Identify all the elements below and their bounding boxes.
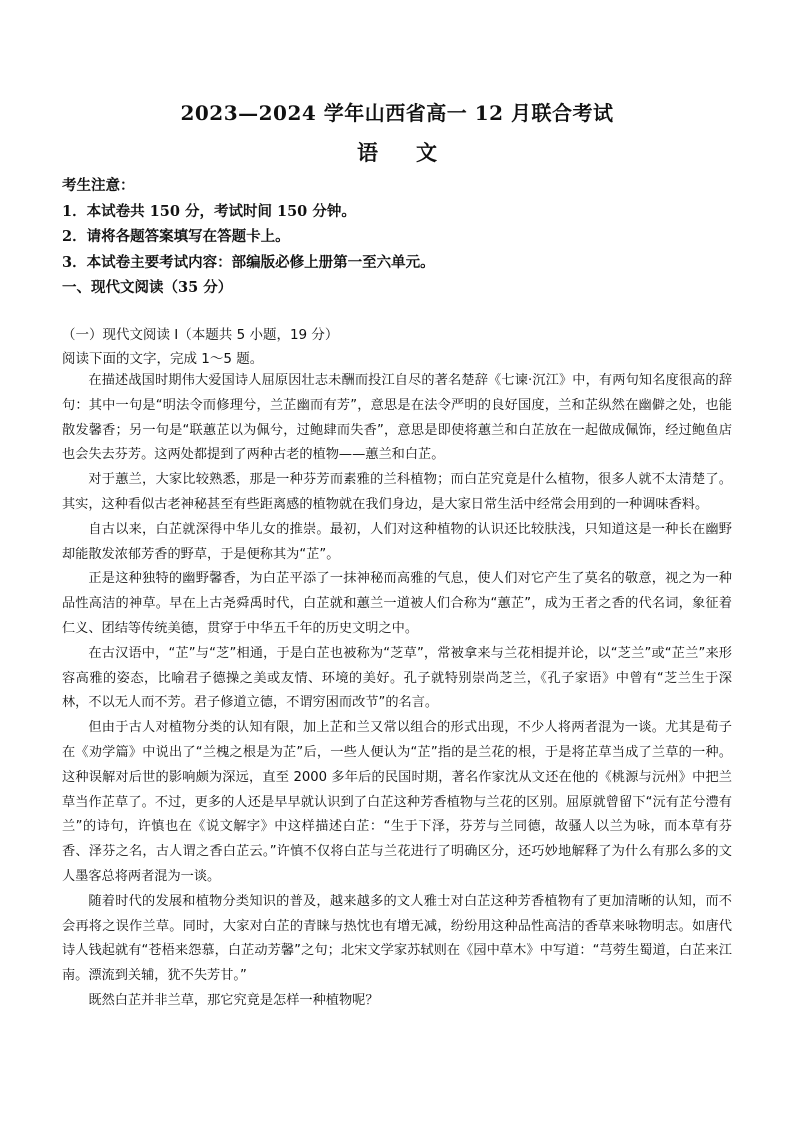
passage-paragraph: 随着时代的发展和植物分类知识的普及，越来越多的文人雅士对白芷这种芳香植物有了更加清晰的认知，而不会再将之误作兰草。同时，大家对白芷的青睐与热忱也有增无减，纷纷用这种品性高洁的香草来咏物明志。如唐代诗人钱起就有“苍梧来怨慕，白芷动芳馨”之句；北宋文学家苏轼则在《园中草木》中写道：“芎䓖生蜀道，白芷来江南。漂流到关辅，犹不失芳甘。” [62, 893, 732, 984]
passage-paragraph: 对于蕙兰，大家比较熟悉，那是一种芬芳而素雅的兰科植物；而白芷究竟是什么植物，很多人就不太清楚了。其实，这种看似古老神秘甚至有些距离感的植物就在我们身边，是大家日常生活中经常会用到的一种调味香料。 [62, 472, 732, 512]
exam-title: 2023—2024 学年山西省高一 12 月联合考试 [180, 101, 614, 125]
passage-paragraph: 但由于古人对植物分类的认知有限，加上芷和兰又常以组合的形式出现，不少人将两者混为一谈。尤其是荀子在《劝学篇》中说出了“兰槐之根是为芷”后，一些人便认为“芷”指的是兰花的根，于是将芷草当成了兰草的一种。这种误解对后世的影响颇为深远，直至 2000 多年后的民国时期，著名作家沈从文还在他的《桃源与沅州》中把兰草当作芷草了。不过，更多的人还是早早就认识到了白芷这种芳香植物与兰花的区别。屈原就曾留下“沅有芷兮澧有兰”的诗句，许慎也在《说文解字》中这样描述白芷：“生于下泽，芬芳与兰同德，故骚人以兰为咏，而本草有芬香、泽芬之名，古人谓之香白芷云。”许慎不仅将白芷与兰花进行了明确区分，还巧妙地解释了为什么有那么多的文人墨客总将两者混为一谈。 [62, 720, 732, 884]
reading-instruction: 阅读下面的文字，完成 1～5 题。 [62, 351, 264, 367]
passage-paragraph: 在古汉语中，“芷”与“芝”相通，于是白芷也被称为“芝草”，常被拿来与兰花相提并论，以“芝兰”或“芷兰”来形容高雅的姿态，比喻君子德操之美或友情、环境的美好。孔子就特别崇尚芝兰，《孔子家语》中曾有“芝兰生于深林，不以无人而不芳。君子修道立德，不谓穷困而改节”的名言。 [62, 645, 732, 711]
subject-title: 语文 [357, 140, 475, 165]
section-sub-heading: （一）现代文阅读 I（本题共 5 小题，19 分） [62, 327, 339, 343]
candidate-notice [62, 173, 742, 301]
passage-paragraph: 自古以来，白芷就深得中华儿女的推崇。最初，人们对这种植物的认识还比较肤浅，只知道这是一种长在幽野却能散发浓郁芳香的野草，于是便称其为“芷”。 [62, 521, 732, 562]
notice-item: 3．本试卷主要考试内容：部编版必修上册第一至六单元。 [62, 253, 435, 271]
section-heading: 一、现代文阅读（35 分） [62, 279, 233, 296]
notice-item: 1．本试卷共 150 分，考试时间 150 分钟。 [62, 202, 356, 220]
passage-paragraph: 正是这种独特的幽野馨香，为白芷平添了一抹神秘而高雅的气息，使人们对它产生了莫名的敬意，视之为一种品性高洁的神草。早在上古尧舜禹时代，白芷就和蕙兰一道被人们合称为“蕙芷”，成为王者之香的代名词，象征着仁义、团结等传统美德，贯穿于中华五千年的历史文明之中。 [62, 571, 732, 636]
notice-heading: 考生注意： [62, 177, 135, 194]
notice-item: 2．请将各题答案填写在答题卡上。 [62, 228, 290, 245]
reading-passage [62, 369, 732, 1014]
passage-paragraph: 在描述战国时期伟大爱国诗人屈原因壮志未酬而投江自尽的著名楚辞《七谏·沉江》中，有两句知名度很高的辞句：其中一句是“明法令而修理兮，兰芷幽而有芳”，意思是在法令严明的良好国度，兰和芷纵然在幽僻之处，也能散发馨香；另一句是“联蕙芷以为佩兮，过鲍肆而失香”，意思是即使将蕙兰和白芷放在一起做成佩饰，经过鲍鱼店也会失去芬芳。这两处都提到了两种古老的植物——蕙兰和白芷。 [62, 373, 732, 463]
passage-paragraph: 既然白芷并非兰草，那它究竟是怎样一种植物呢？ [88, 992, 379, 1008]
